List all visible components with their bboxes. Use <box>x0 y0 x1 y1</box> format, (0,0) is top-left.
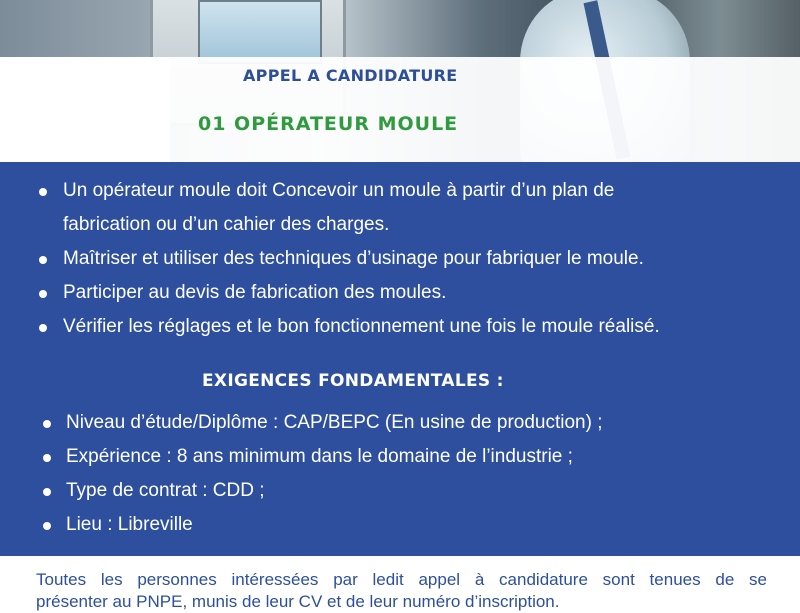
duty-line-continued: fabrication ou d’un cahier des charges. <box>63 214 390 235</box>
list-item <box>38 242 788 276</box>
duty-line: Participer au devis de fabrication des moules. <box>63 282 447 303</box>
list-item: Expérience : 8 ans minimum dans le domaine de l’industrie ; <box>42 440 782 474</box>
list-item <box>38 276 788 310</box>
duty-line: Un opérateur moule doit Concevoir un moule à partir d’un plan de <box>63 180 615 201</box>
requirements-list <box>42 406 782 542</box>
list-item <box>38 310 788 344</box>
content-panel <box>0 162 800 556</box>
list-item: Lieu : Libreville <box>42 508 782 542</box>
footer <box>0 556 800 611</box>
duties-list <box>38 174 788 344</box>
duty-line: Vérifier les réglages et le bon fonctionnement une fois le moule réalisé. <box>63 316 660 337</box>
call-title: APPEL A CANDIDATURE <box>243 66 458 85</box>
control-screen-image <box>198 0 322 64</box>
requirements-title: EXIGENCES FONDAMENTALES : <box>202 371 504 391</box>
footer-text: Toutes les personnes intéressées par ledit appel à candidature sont tenues de se <box>36 570 767 589</box>
duty-line: Maîtriser et utiliser des techniques d’usinage pour fabriquer le moule. <box>63 248 644 269</box>
list-item: Type de contrat : CDD ; <box>42 474 782 508</box>
list-item: Niveau d’étude/Diplôme : CAP/BEPC (En usine de production) ; <box>42 406 782 440</box>
footer-text-continued: présenter au PNPE, munis de leur CV et de leur numéro d’inscription. <box>36 592 560 611</box>
list-item <box>38 174 788 242</box>
job-title: 01 OPÉRATEUR MOULE <box>198 113 459 135</box>
